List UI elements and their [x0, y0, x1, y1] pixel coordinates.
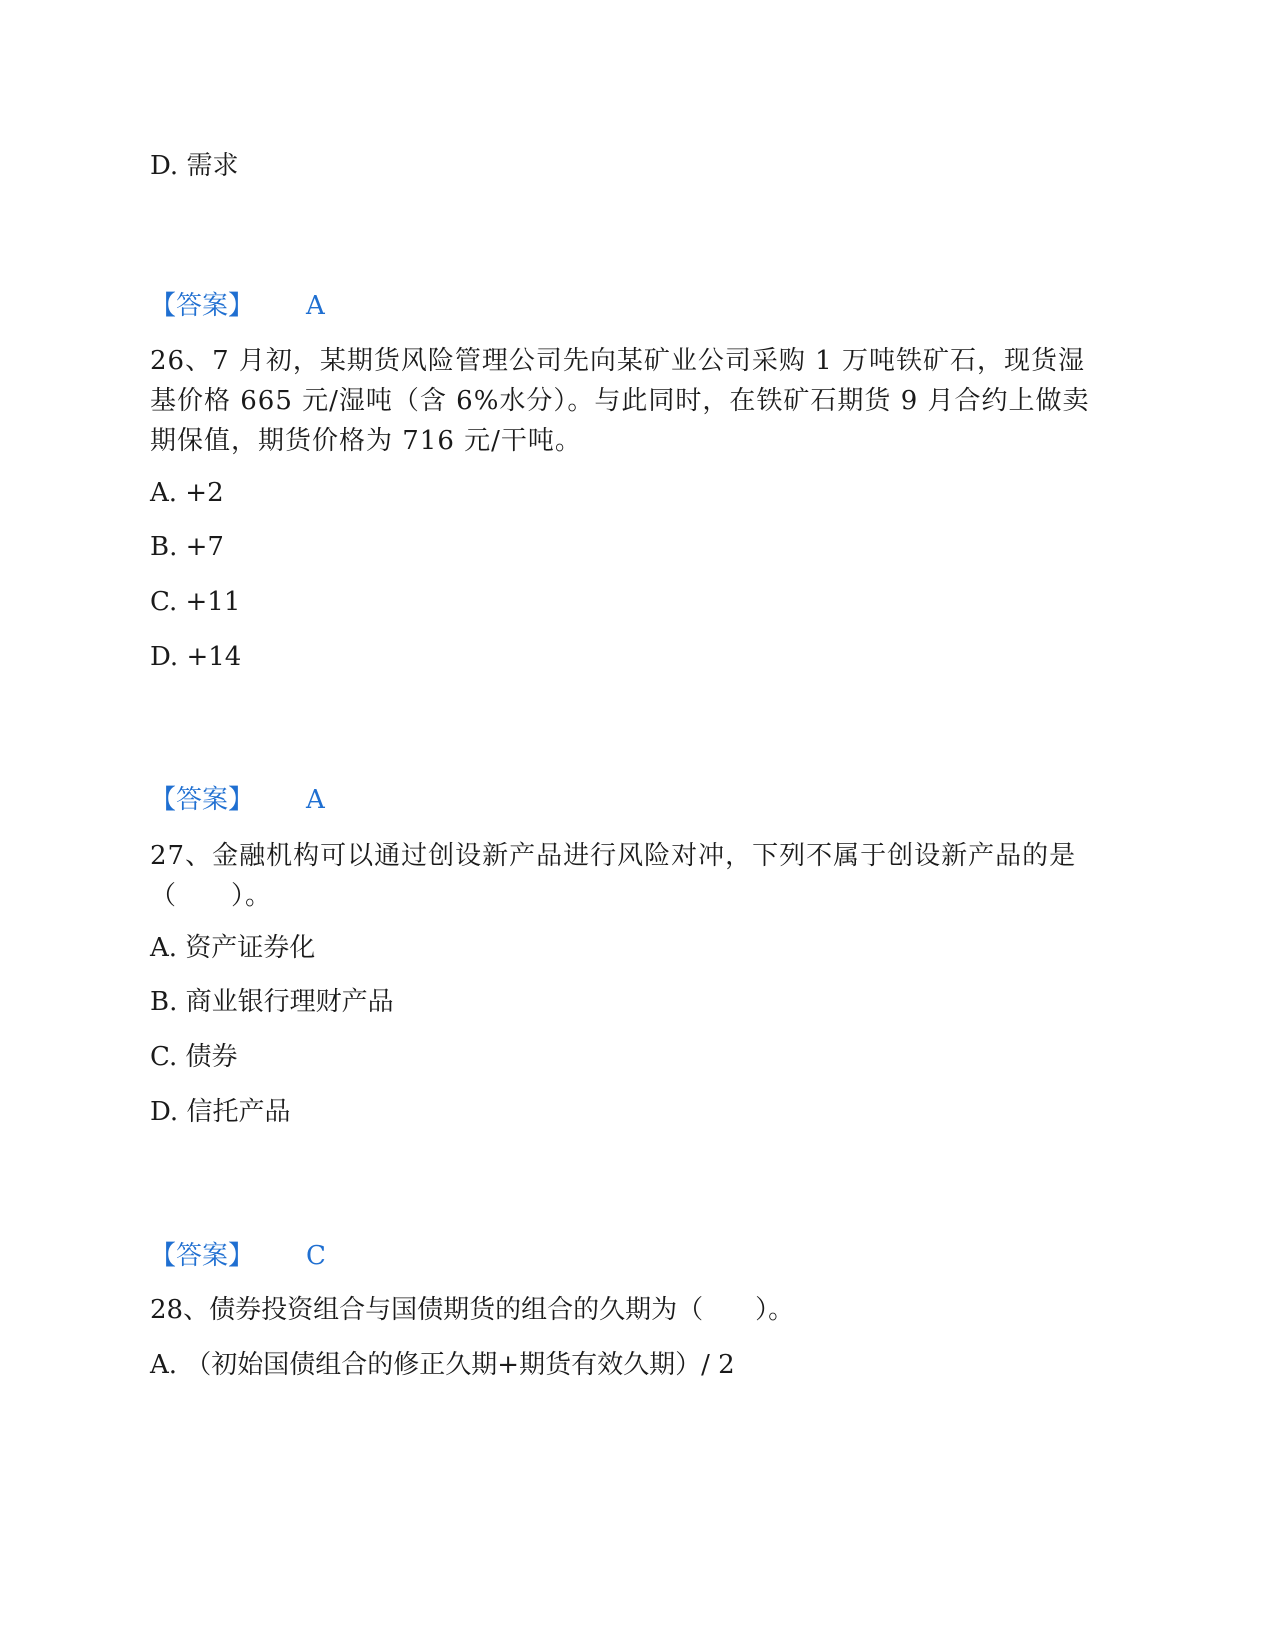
answer-label: 【答案】	[150, 291, 255, 321]
answer-label: 【答案】	[150, 785, 255, 815]
prev-answer	[150, 290, 325, 322]
answer-value: A	[306, 291, 325, 321]
question-27-stem: 27、金融机构可以通过创设新产品进行风险对冲，下列不属于创设新产品的是（ ）。	[150, 841, 1077, 911]
question-27-option-a: A. 资产证券化	[150, 933, 316, 963]
question-26-answer	[150, 784, 325, 816]
answer-value: A	[306, 785, 325, 815]
question-27-answer	[150, 1240, 326, 1272]
question-28-option-a: A. （初始国债组合的修正久期+期货有效久期）/ 2	[150, 1350, 735, 1380]
answer-label: 【答案】	[150, 1241, 255, 1271]
answer-value: C	[306, 1241, 326, 1271]
question-26-stem: 26、7 月初，某期货风险管理公司先向某矿业公司采购 1 万吨铁矿石，现货湿基价格 665 元/湿吨（含 6%水分）。与此同时，在铁矿石期货 9 月合约上做卖期保值，期货价格为 716 元/干吨。	[150, 346, 1090, 456]
question-27-option-b: B. 商业银行理财产品	[150, 987, 394, 1017]
prev-option-d: D. 需求	[150, 151, 239, 181]
question-28-stem: 28、债券投资组合与国债期货的组合的久期为（ ）。	[150, 1295, 795, 1325]
question-26-option-c: C. +11	[150, 587, 241, 617]
question-27-option-c: C. 债券	[150, 1042, 238, 1072]
question-26-option-a: A. +2	[150, 478, 224, 508]
question-26-option-d: D. +14	[150, 642, 242, 672]
question-26-option-b: B. +7	[150, 532, 224, 562]
question-27-option-d: D. 信托产品	[150, 1097, 291, 1127]
